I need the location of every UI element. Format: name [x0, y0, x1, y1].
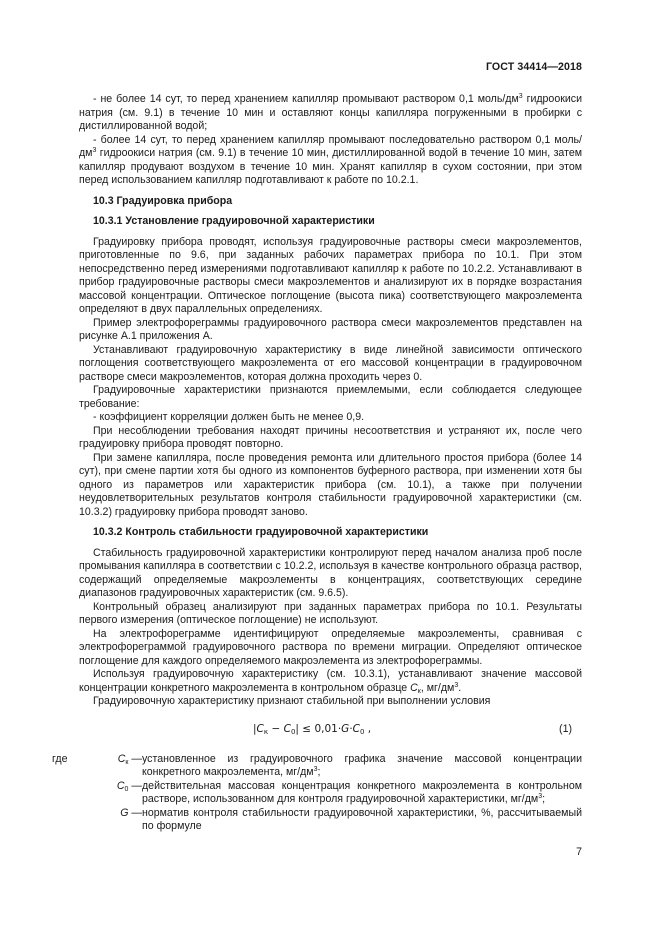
paragraph: Используя градуировочную характеристику (см. 10.3.1), устанавливают значение массовой концентрации конкретного макроэлемента в контрольном образце $C_к$, $мг/дм^3$.	[79, 668, 582, 695]
formula-expression: $|C_к - C_0| \le 0,01\cdot G\cdot C_0$ ,	[253, 722, 372, 736]
paragraph: Пример электрофореграммы градуировочного раствора смеси макроэлементов представлен на рисунке А.1 приложения А.	[79, 316, 582, 342]
definition-ck: где $C_к$ — установленное из градуировочного графика значение массовой концентрации конкретного макроэлемента, $мг/дм^3$;	[52, 752, 582, 778]
section-heading-10-3-1: 10.3.1 Установление градуировочной характеристики	[93, 215, 375, 227]
paragraph: Градуировочную характеристику признают стабильной при выполнении условия	[93, 695, 491, 707]
symbol-definitions	[52, 753, 582, 834]
paragraph: - коэффициент корреляции должен быть не менее 0,9.	[93, 411, 365, 423]
paragraph: При замене капилляра, после проведения ремонта или длительного простоя прибора (более 14 сут), при смене партии хотя бы одного из компонентов буферного раствора, при изменении хотя бы одного из параметров или характеристик прибора (см. 10.1), а также при получении неудовлетворительных результатов контроля стабильности градуировочной характеристики (см. 10.3.2) градуировку прибора проводят заново.	[79, 451, 582, 518]
paragraph: - не более 14 сут, то перед хранением капилляр промывают раствором 0,1 моль/$дм^3$ гидроокиси натрия (см. 9.1) в течение 10 мин и оставляют концы капилляра погруженными в пробирки с дистиллированной водой;	[79, 93, 582, 132]
document-body	[52, 93, 582, 834]
section-heading-10-3: 10.3 Градуировка прибора	[93, 194, 233, 207]
document-header: ГОСТ 34414—2018	[485, 61, 582, 73]
formula-1	[79, 715, 582, 745]
section-heading-10-3-2: 10.3.2 Контроль стабильности градуировочной характеристики	[93, 526, 429, 538]
paragraph: Устанавливают градуировочную характеристику в виде линейной зависимости оптического поглощения соответствующего макроэлемента от его массовой концентрации в градуировочном растворе смеси макроэлементов, которая должна проходить через 0.	[79, 343, 582, 383]
paragraph: Градуировку прибора проводят, используя градуировочные растворы смеси макроэлементов, приготовленные по 9.6, при заданных рабочих параметрах прибора по 10.1. При этом непосредственно перед измерениями подготавливают капилляр к работе по 10.2.2. Устанавливают в прибор градуировочные растворы смеси макроэлементов и анализируют их в порядке возрастания массовой концентрации. Оптическое поглощение (высота пика) соответствующего макроэлемента определяют в двух параллельных определениях.	[79, 235, 582, 315]
paragraph: При несоблюдении требования находят причины несоответствия и устраняют их, после чего градуировку прибора проводят повторно.	[79, 424, 582, 450]
definition-c0: $C_0$ — действительная массовая концентрация конкретного макроэлемента в контрольном растворе, использованном для контроля градуировочной характеристики, $мг/дм^3$;	[116, 779, 582, 805]
paragraph: Градуировочные характеристики признаются приемлемыми, если соблюдается следующее требование:	[79, 384, 582, 410]
paragraph: - более 14 сут, то перед хранением капилляр промывают последовательно раствором 0,1 моль/$дм^3$ гидроокиси натрия (см. 9.1) в течение 10 мин, дистиллированной водой в течение 10 мин, затем капилляр продувают воздухом в течение 10 мин. Хранят капилляр в сухом состоянии, при этом перед использованием капилляр подготавливают к работе по 10.2.1.	[79, 133, 582, 186]
paragraph: Стабильность градуировочной характеристики контролируют перед началом анализа проб после промывания капилляра в соответствии с 10.2.2, используя в качестве контрольного образца раствор, содержащий определяемые макроэлементы в концентрациях, соответствующих середине диапазонов градуировочных характеристик (см. 9.6.5).	[79, 546, 582, 599]
definition-g: G — норматив контроля стабильности градуировочной характеристики, %, рассчитываемый по формуле	[120, 806, 582, 832]
page-number: 7	[576, 846, 582, 858]
formula-number: (1)	[559, 722, 572, 735]
paragraph: На электрофореграмме идентифицируют определяемые макроэлементы, сравнивая с электрофореграммой градуировочного раствора по времени миграции. Определяют оптическое поглощение для каждого определяемого макроэлемента из электрофореграммы.	[79, 627, 582, 667]
paragraph: Контрольный образец анализируют при заданных параметрах прибора по 10.1. Результаты первого измерения (оптическое поглощение) не используют.	[79, 600, 582, 626]
